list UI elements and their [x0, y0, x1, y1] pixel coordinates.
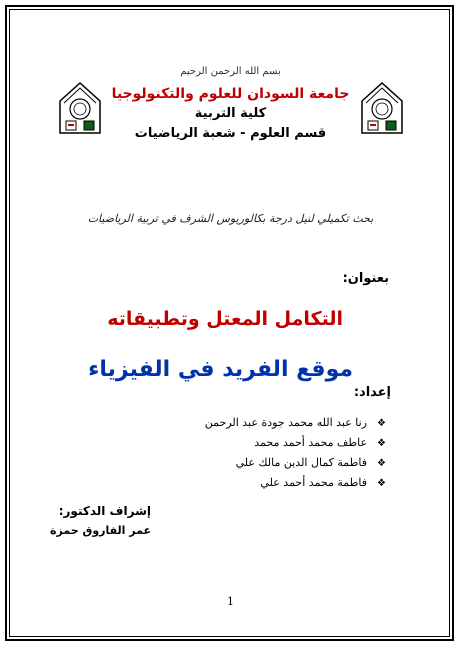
author-item [236, 456, 386, 469]
prepared-by-label: إعداد: [353, 385, 391, 400]
bullet-icon: ❖ [377, 438, 386, 449]
author-name: رنا عبد الله محمد جودة عبد الرحمن [204, 416, 368, 429]
department-name: قسم العلوم - شعبة الرياضيات [134, 126, 327, 141]
title-line-1: التكامل المعتل وتطبيقاته [107, 308, 343, 330]
supervisor-name: عمر الفاروق حمزة [50, 524, 151, 537]
bullet-icon: ❖ [377, 458, 386, 469]
university-name: جامعة السودان للعلوم والتكنولوجيا [111, 86, 350, 102]
supervisor-label: إشراف الدكتور: [58, 504, 151, 518]
author-name: فاطمة كمال الدين مالك علي [235, 456, 368, 469]
basmala: بسم الله الرحمن الرحيم [180, 66, 281, 77]
author-item [254, 436, 386, 449]
author-item [205, 416, 386, 429]
author-item [260, 476, 386, 489]
bullet-icon: ❖ [377, 418, 386, 429]
title-line-2: موقع الفريد في الفيزياء [88, 357, 353, 382]
bullet-icon: ❖ [377, 478, 386, 489]
faculty-name: كلية التربية [194, 106, 267, 121]
author-name: فاطمة محمد أحمد علي [260, 476, 368, 489]
page-number: 1 [227, 595, 234, 608]
author-name: عاطف محمد أحمد محمد [254, 436, 368, 449]
subject-label: بعنوان: [342, 271, 389, 286]
research-note: بحث تكميلي لنيل درجة بكالوريوس الشرف في تربية الرياضيات [87, 212, 374, 225]
